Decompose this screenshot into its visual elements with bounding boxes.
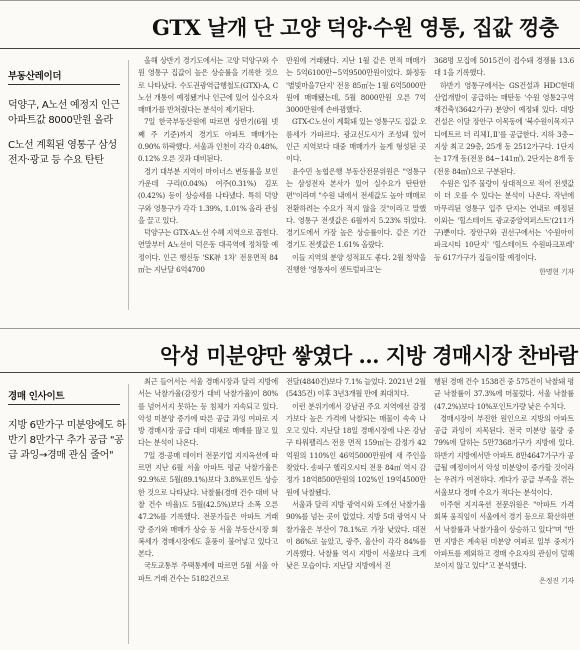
paragraph: 경기 대부분 지역이 마이너스 변동률을 보인 가운데 구리(0.04%) 여주(0.31%) 김포(0.42%) 등이 상승세를 나타냈다. 특히 덕양구와 영통구가 각각 1.39%, 1.01% 올라 관심을 끌고 있다. [138,166,278,225]
subhead-1: 덕양구, A노선 예정지 인근 아파트값 8000만원 올라 [8,100,120,126]
paragraph: 윤수민 농협은행 부동산전문위원은 "영통구는 삼성전자 본사가 있어 실수요가 탄탄한 편"이라며 "수원 내에서 전세값도 높아 매매로 전환하려는 수요가 적지 않을 것"이라고 말했다. 영통구 전셋값은 6월까지 5.23% 뛰었다. 경기도에서 가장 높은 상승률이다. 같은 기간 경기도 전셋값은 1.61% 올랐다. [286,166,426,250]
paragraph: 국토교통부 주택통계에 따르면 5월 서울 아파트 거래 건수는 5182건으로 [138,561,278,583]
top-border [0,328,580,329]
paragraph: 368명 모집에 5015건이 접수돼 경쟁률 13.6 대 1을 기록했다. [434,56,574,78]
paragraph: 이들 지역의 분양 성적표도 좋다. 2월 청약을 진행한 '영통자이 센트럴파크'는 [286,252,426,275]
article-2-body [138,376,576,587]
byline: 한명현 기자 [539,268,574,277]
subhead-1: 지방 6만가구 미분양에도 하반기 8만가구 추가 공급 "공급 과잉→경매 관심 줄어" [8,420,126,461]
paragraph: 하반기 영통구에서는 GS건설과 HDC현대산업개발이 공급하는 매탄동 '수원 영통2구역 재건축'(3642가구) 분양이 예정돼 있다. 대방건설은 이달 장안구 이목동에 '북수원이목지구 디에트르 더 리체Ⅰ,Ⅱ'를 공급한다. 지하 3층~지상 최고 29층, 25개 동 2512가구다. 1단지는 17개 동(전용 84~141㎡), 2단지는 8개 동(전용 84㎡)으로 구분된다. [434,80,574,176]
subheads [8,98,126,178]
article-2 [0,328,580,650]
body-column-1 [138,376,278,587]
paragraph: 만원에 거래됐다. 지난 1월 같은 면적 매매가는 5억6100만~5억9500만원이었다. 화정동 '별빛마을7단지' 전용 85㎡는 1월 6억5000만원에 매매됐는데, 5월 8000만원 오른 7억3000만원에 손바뀜했다. [286,56,426,115]
body-column-2 [286,55,426,278]
paragraph: 행된 경매 건수 1538건 중 575건이 낙찰돼 평균 낙찰률이 37.3%에 머물렀다. 서울 낙찰률(47.2%)보다 10%포인트가량 낮은 수치다. [434,377,574,411]
body-column-2 [286,376,426,587]
paragraph: GTX-C노선이 계획돼 있는 영통구도 집값 오름세가 가파르다. 광교신도시가 조성돼 있어 인근 지역보다 대중 매매가가 높게 형성된 곳이다. [286,117,426,164]
body-column-1 [138,55,278,278]
body-column-3 [434,376,574,587]
paragraph: 경매시장이 부진한 원인으로 지방의 아파트 공급 과잉이 지목된다. 전국 미분양 물량 중 79%에 달하는 5만7368가구가 지방에 있다. 하반기 지방에서만 아파트 8만4647가구가 공급될 예정이어서 악성 미분양이 증가할 것이라는 우려가 여전하다. 게다가 공급 부족을 겪는 서울보다 경매 수요가 적다는 분석이다. [434,413,574,497]
column-divider [128,384,129,644]
paragraph: 덕양구는 GTX-A노선 수혜 지역으로 꼽힌다. 연말부터 A노선이 덕은동 대곡역에 정차할 예정이다. 인근 행신동 'SK뷰 1차' 전용면적 84㎡는 지난달 6억4700 [138,228,278,275]
paragraph: 이주현 지지옥션 전문위원은 "아파트 가격 회복 움직임이 서울에서 경기 등으로 확산하면서 낙찰률과 낙찰가율이 상승하고 있다"며 "반면 지방은 계속된 미분양 여파로 일부 중저가 아파트를 제외하고 경매 수요자의 관심이 덜해 보이지 않고 있다"고 분석했다. [434,499,574,571]
paragraph: 서울과 달리 지방 광역시와 도에선 낙찰가율 90%를 넘는 곳이 없었다. 지방 5대 광역시 낙찰가율은 부산이 78.1%로 가장 낮았다. 대전이 86%로 높았고, 광주, 울산이 각각 84%를 기록했다. 낙찰률 역시 지방이 서울보다 크게 낮은 모습이다. 지난달 지방에서 진 [286,499,426,571]
top-border [0,0,580,1]
paragraph: 7일 경·공매 데이터 전문기업 지지옥션에 따르면 지난 6월 서울 아파트 평균 낙찰가율은 92.9%로 5월(89.1%)보다 3.8%포인트 상승한 것으로 나타났다. 낙찰률(경매 건수 대비 낙찰 건수 비율)도 5월(42.5%)보다 소폭 오른 47.2%를 기록했다. 전문가들은 아파트 거래량 증가와 매매가 상승 등 서울 부동산시장 회복세가 경매시장에도 훈풍이 불어넣고 있다고 본다. [138,450,278,559]
subheads [8,418,126,473]
column-divider [128,60,129,310]
article-1 [0,0,580,322]
subhead-2: C노선 계획된 영통구 삼성전자·광교 등 수요 탄탄 [8,140,117,166]
headline-rule [0,48,580,49]
article-1-body [138,55,576,278]
article-2-headline: 악성 미분양만 쌓였다 … 지방 경매시장 찬바람 [160,343,578,368]
body-column-3 [434,55,574,278]
paragraph: 7일 한국부동산원에 따르면 상반기(6월 넷째 주 기준)까지 경기도 아파트 매매가는 0.90% 하락했다. 서울과 인천이 각각 0.48%, 0.12% 오른 것과 대비된다. [138,117,278,164]
paragraph: 최근 들어서는 서울 경매시장과 달리 지방에서는 낙찰가율(감정가 대비 낙찰가율)이 80%를 넘어서지 못하는 등 침체가 지속되고 있다. 악성 미분양 증가에 따른 공급 과잉 여파로 지방 경매시장 공급 대비 대체로 매매를 많고 있다는 분석이 나온다. [138,377,278,448]
paragraph: 올해 상반기 경기도에서는 고양 덕양구와 수원 영통구 집값이 높은 상승률을 기록한 것으로 나타났다. 수도권광역급행철도(GTX)-A, C노선 개통이 예정됐거나 인근에 있어 실수요자 매매가를 반쳐줬다는 분석이 제기된다. [138,56,278,115]
section-tag: 부동산레이더 [8,71,62,82]
paragraph: 수원은 입주 물량이 상대적으로 적어 전셋값이 더 오를 수 있다는 분석이 나온다. 작년에 마무리된 영통구 입주 단지는 연내로 예정된 이외는 '힐스테이트 광교중앙역퍼스트'(211가구)뿐이다. 장안구와 권선구에서는 '수원아이파크시티 10단지' '힐스테이트 수원파크포레' 등 617가구가 집들이할 예정이다. [434,178,574,262]
byline: 은정진 기자 [539,576,574,585]
tag-underline [8,404,120,405]
headline-rule [0,372,580,373]
paragraph: 이런 분위기에서 강남권 주요 지역에선 감정가보다 높은 가격에 낙찰되는 매물이 속속 나오고 있다. 지난달 18일 경매시장에 나온 강남구 타워팰리스 전용 면적 159㎡는 감정가 42억원의 110%인 46억5000만원에 새 주인을 찾았다. 송파구 헬리오시티 전용 84㎡ 역시 감정가 18억8500만원의 102%인 19억4500만원에 낙찰됐다. [286,401,426,497]
section-tag: 경매 인사이트 [8,391,65,402]
tag-underline [8,84,120,85]
paragraph: 전달(4840건)보다 7.1% 늘었다. 2021년 2월(5435건) 이후 3년3개월 만에 최대치다. [286,377,426,399]
article-1-headline: GTX 날개 단 고양 덕양·수원 영통, 집값 껑충 [152,15,559,40]
